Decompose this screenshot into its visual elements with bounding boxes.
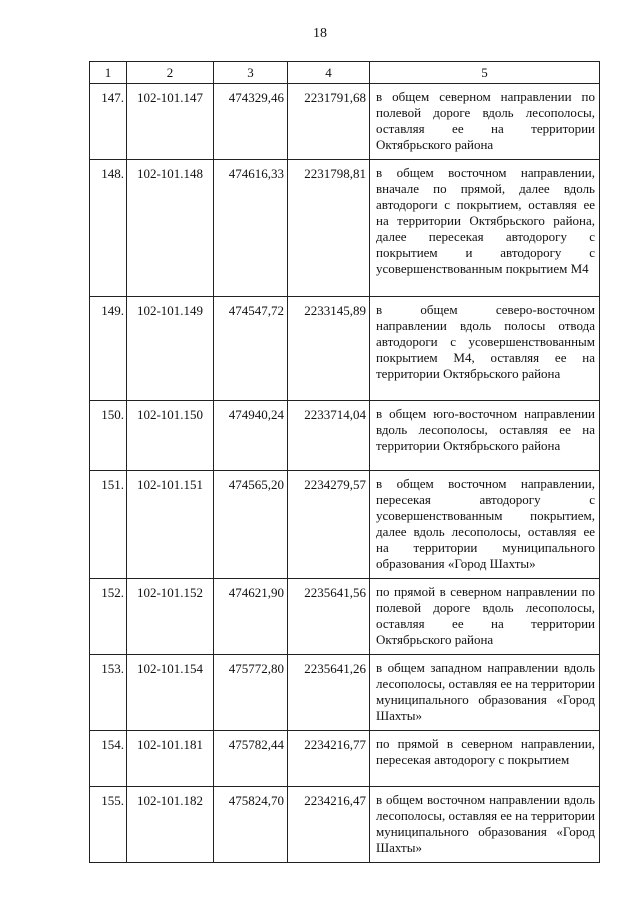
column-header-2: 2 [127, 62, 214, 84]
direction-description: в общем юго-восточном направлении вдоль лесополосы, оставляя ее на территории Октябрьского района [370, 401, 600, 471]
y-coordinate: 2234216,47 [288, 787, 370, 863]
row-number: 149. [90, 297, 127, 401]
table-row [90, 297, 600, 401]
table-row [90, 731, 600, 787]
table-row [90, 655, 600, 731]
point-code: 102-101.151 [127, 471, 214, 579]
table-row [90, 160, 600, 297]
point-code: 102-101.147 [127, 84, 214, 160]
column-header-4: 4 [288, 62, 370, 84]
y-coordinate: 2233145,89 [288, 297, 370, 401]
y-coordinate: 2235641,26 [288, 655, 370, 731]
x-coordinate: 474616,33 [214, 160, 288, 297]
direction-description: в общем восточном направлении вдоль лесополосы, оставляя ее на территории муниципального образования «Город Шахты» [370, 787, 600, 863]
y-coordinate: 2234279,57 [288, 471, 370, 579]
column-header-5: 5 [370, 62, 600, 84]
y-coordinate: 2233714,04 [288, 401, 370, 471]
x-coordinate: 475772,80 [214, 655, 288, 731]
y-coordinate: 2234216,77 [288, 731, 370, 787]
table-row [90, 401, 600, 471]
table-header [90, 62, 600, 84]
y-coordinate: 2231798,81 [288, 160, 370, 297]
x-coordinate: 474940,24 [214, 401, 288, 471]
table-row [90, 84, 600, 160]
point-code: 102-101.154 [127, 655, 214, 731]
x-coordinate: 474547,72 [214, 297, 288, 401]
direction-description: в общем восточном направлении, пересекая автодорогу с усовершенствованным покрытием, далее вдоль лесополосы, оставляя ее на территории муниципального образования «Город Шахты» [370, 471, 600, 579]
row-number: 151. [90, 471, 127, 579]
point-code: 102-101.148 [127, 160, 214, 297]
row-number: 152. [90, 579, 127, 655]
table-row [90, 471, 600, 579]
point-code: 102-101.152 [127, 579, 214, 655]
boundary-table [89, 61, 600, 863]
point-code: 102-101.182 [127, 787, 214, 863]
row-number: 153. [90, 655, 127, 731]
direction-description: по прямой в северном направлении по полевой дороге вдоль лесополосы, оставляя ее на территории Октябрьского района [370, 579, 600, 655]
direction-description: в общем восточном направлении, вначале по прямой, далее вдоль автодороги с покрытием, оставляя ее на территории Октябрьского района, далее пересекая автодорогу с покрытием и автодорогу с усовершенствованным покрытием М4 [370, 160, 600, 297]
point-code: 102-101.181 [127, 731, 214, 787]
column-header-3: 3 [214, 62, 288, 84]
x-coordinate: 475824,70 [214, 787, 288, 863]
x-coordinate: 474329,46 [214, 84, 288, 160]
row-number: 150. [90, 401, 127, 471]
direction-description: в общем северном направлении по полевой дороге вдоль лесополосы, оставляя ее на территории Октябрьского района [370, 84, 600, 160]
table-row [90, 579, 600, 655]
row-number: 147. [90, 84, 127, 160]
direction-description: в общем западном направлении вдоль лесополосы, оставляя ее на территории муниципального образования «Город Шахты» [370, 655, 600, 731]
point-code: 102-101.149 [127, 297, 214, 401]
y-coordinate: 2231791,68 [288, 84, 370, 160]
y-coordinate: 2235641,56 [288, 579, 370, 655]
page-number: 18 [313, 26, 327, 41]
x-coordinate: 475782,44 [214, 731, 288, 787]
row-number: 155. [90, 787, 127, 863]
direction-description: в общем северо-восточном направлении вдоль полосы отвода автодороги с усовершенствованным покрытием М4, оставляя ее на территории Октябрьского района [370, 297, 600, 401]
x-coordinate: 474565,20 [214, 471, 288, 579]
header-row [90, 62, 600, 84]
row-number: 154. [90, 731, 127, 787]
table-row [90, 787, 600, 863]
direction-description: по прямой в северном направлении, пересекая автодорогу с покрытием [370, 731, 600, 787]
row-number: 148. [90, 160, 127, 297]
column-header-1: 1 [90, 62, 127, 84]
table-body [90, 84, 600, 863]
point-code: 102-101.150 [127, 401, 214, 471]
x-coordinate: 474621,90 [214, 579, 288, 655]
